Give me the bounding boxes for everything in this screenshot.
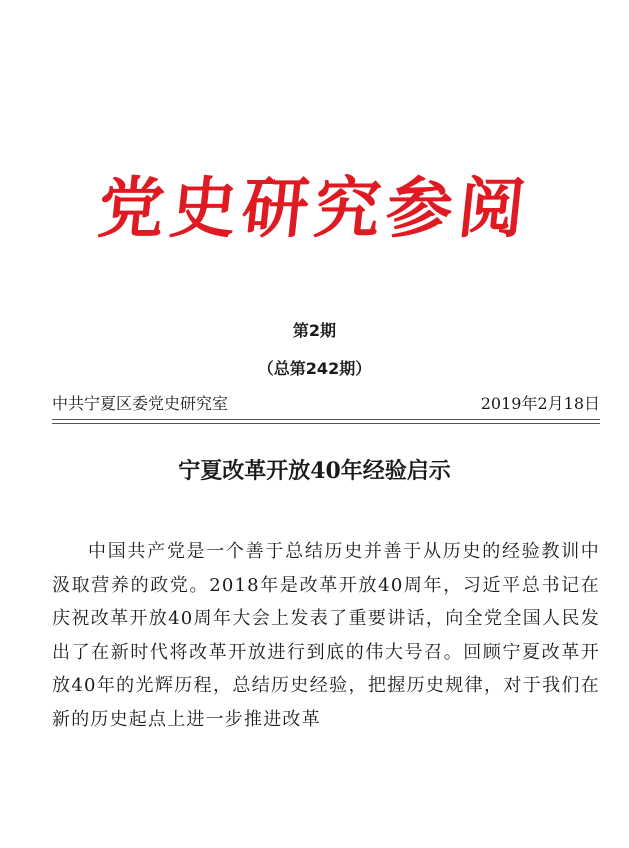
- article-title: 宁夏改革开放40年经验启示: [178, 458, 451, 484]
- issue-total: （总第242期）: [257, 359, 372, 378]
- article-paragraph: 中国共产党是一个善于总结历史并善于从历史的经验教训中汲取营养的政党。2018年是改革开放40周年，习近平总书记在庆祝改革开放40周年大会上发表了重要讲话，向全党全国人民发出了在新时代将改革开放进行到底的伟大号召。回顾宁夏改革开放40年的光辉历程，总结历史经验，把握历史规律，对于我们在新的历史起点上进一步推进改革: [52, 541, 600, 730]
- masthead-title: 党史研究参阅: [94, 169, 535, 247]
- divider-line: [52, 423, 600, 424]
- divider-line: [52, 419, 600, 420]
- issue-number: 第2期: [292, 321, 337, 340]
- publisher-row: [52, 393, 600, 415]
- publication-date: 2019年2月18日: [480, 394, 600, 413]
- organization-name: 中共宁夏区委党史研究室: [52, 394, 229, 413]
